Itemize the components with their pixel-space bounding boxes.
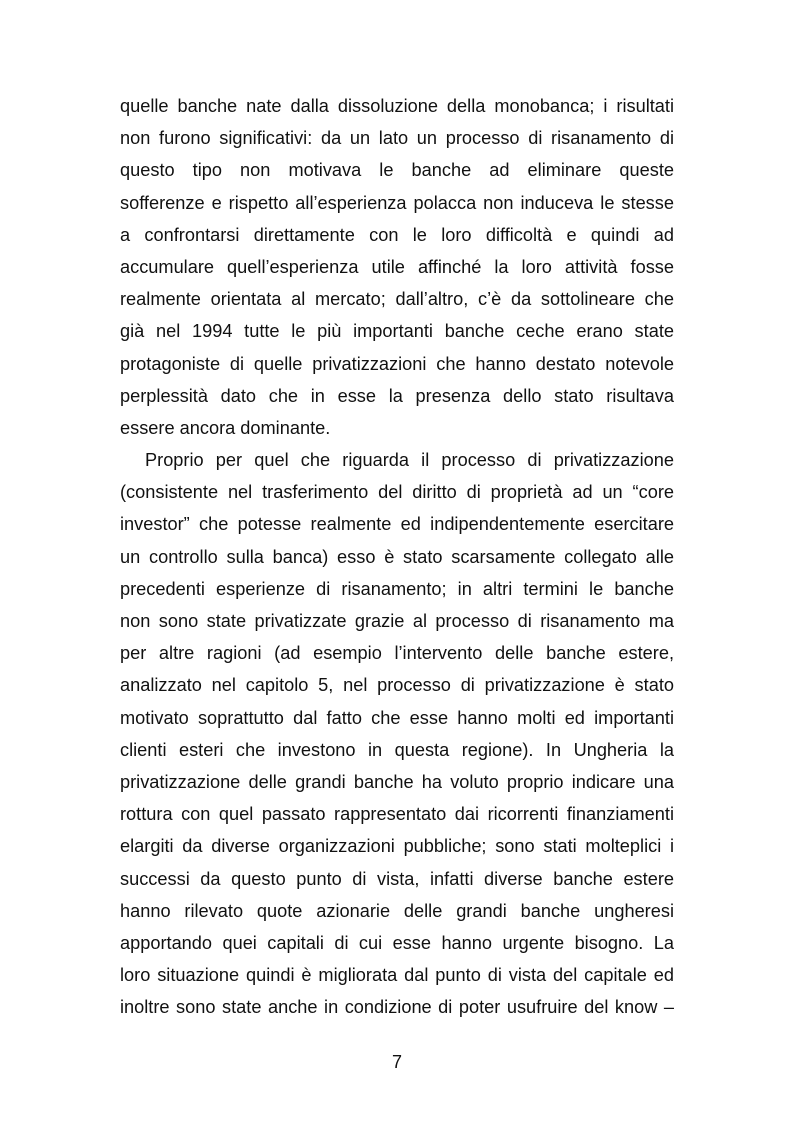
text-line: quelle banche nate dalla dissoluzione della monobanca; i risultati (120, 96, 674, 116)
text-line: Proprio per quel che riguarda il processo di privatizzazione (145, 450, 674, 471)
text-line: non furono significativi: da un lato un processo di risanamento di (120, 128, 674, 149)
text-line: successi da questo punto di vista, infatti diverse banche estere (120, 868, 674, 889)
text-line: protagoniste di quelle privatizzazioni che hanno destato notevole (120, 353, 674, 374)
text-line: apportando quei capitali di cui esse hanno urgente bisogno. La (120, 932, 674, 953)
text-line: precedenti esperienze di risanamento; in altri termini le banche (120, 578, 674, 599)
text-line: perplessità dato che in esse la presenza dello stato risultava (120, 385, 674, 406)
text-line: accumulare quell’esperienza utile affinché la loro attività fosse (120, 256, 674, 277)
text-line: hanno rilevato quote azionarie delle grandi banche ungheresi (120, 900, 674, 921)
text-line: realmente orientata al mercato; dall’altro, c’è da sottolineare che (120, 289, 674, 310)
text-line: investor” che potesse realmente ed indipendentemente esercitare (120, 514, 674, 535)
text-line: analizzato nel capitolo 5, nel processo di privatizzazione è stato (120, 675, 674, 696)
text-line: privatizzazione delle grandi banche ha voluto proprio indicare una (120, 771, 674, 792)
text-line: inoltre sono state anche in condizione di poter usufruire del know – (120, 997, 674, 1018)
text-line: motivato soprattutto dal fatto che esse hanno molti ed importanti (120, 707, 674, 728)
text-line: elargiti da diverse organizzazioni pubbliche; sono stati molteplici i (120, 836, 674, 857)
text-line: a confrontarsi direttamente con le loro difficoltà e quindi ad (120, 224, 674, 245)
text-line: essere ancora dominante. (120, 417, 331, 438)
text-line: questo tipo non motivava le banche ad eliminare queste (120, 160, 674, 181)
page-number: 7 (391, 1052, 402, 1072)
text-line: già nel 1994 tutte le più importanti banche ceche erano state (120, 321, 674, 342)
text-line: sofferenze e rispetto all’esperienza polacca non induceva le stesse (120, 192, 674, 213)
text-line: loro situazione quindi è migliorata dal punto di vista del capitale ed (120, 965, 674, 986)
paragraph-1 (120, 90, 674, 444)
text-line: clienti esteri che investono in questa regione). In Ungheria la (120, 739, 674, 760)
text-line: un controllo sulla banca) esso è stato scarsamente collegato alle (120, 546, 674, 567)
text-line: non sono state privatizzate grazie al processo di risanamento ma (120, 611, 674, 631)
text-line: rottura con quel passato rappresentato dai ricorrenti finanziamenti (120, 804, 674, 825)
text-line: per altre ragioni (ad esempio l’intervento delle banche estere, (120, 643, 674, 664)
text-line: (consistente nel trasferimento del diritto di proprietà ad un “core (120, 482, 674, 503)
body-text (120, 90, 674, 1023)
paragraph-2 (120, 444, 674, 1023)
